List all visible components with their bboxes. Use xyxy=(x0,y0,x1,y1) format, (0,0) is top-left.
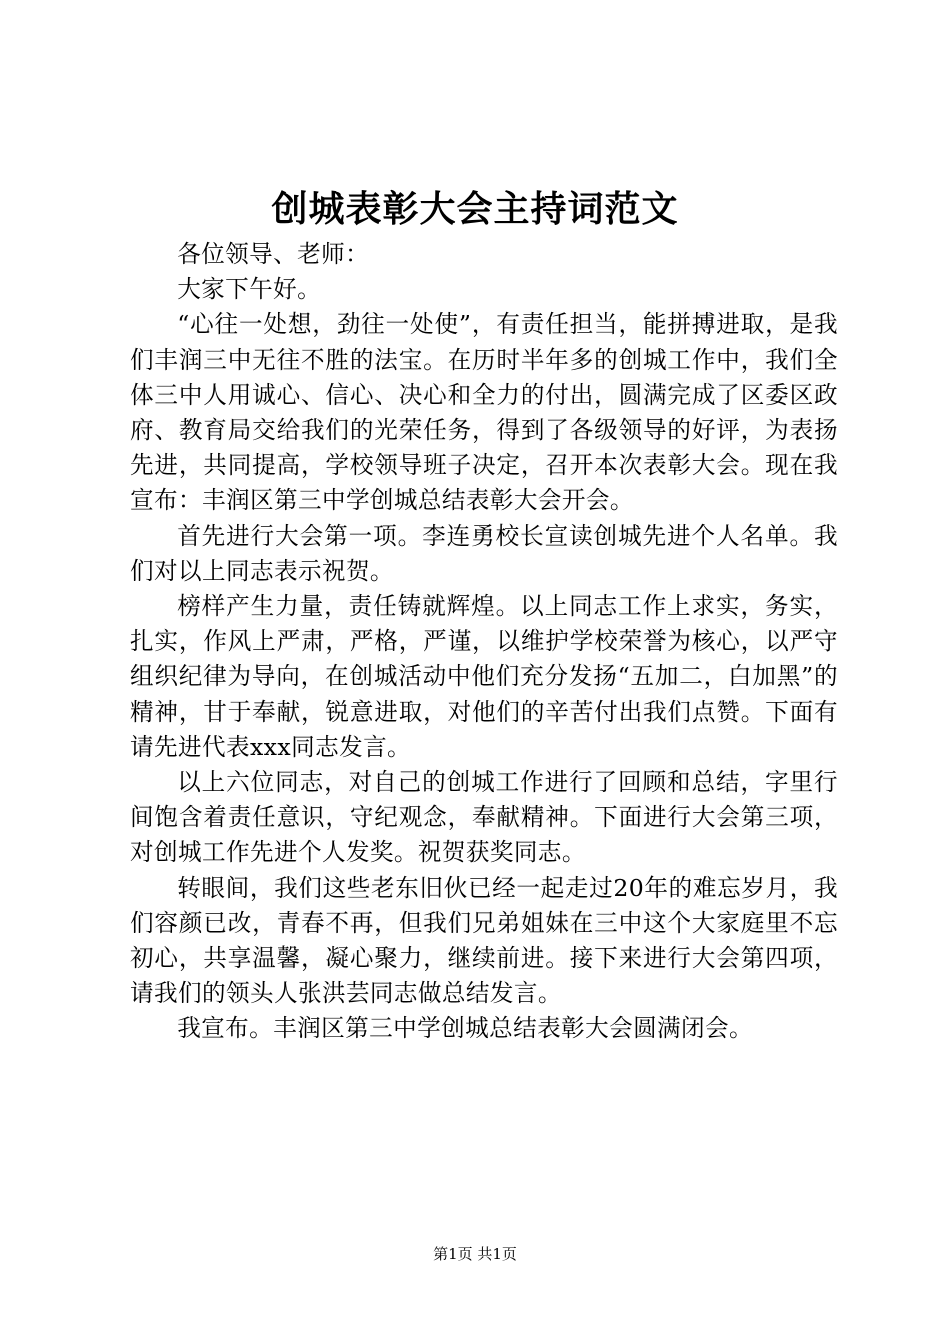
paragraph-salutation: 大家下午好。 xyxy=(177,275,322,304)
page-number-footer: 第1页 共1页 xyxy=(433,1245,517,1263)
paragraph-role-models: 榜样产生力量，责任铸就辉煌。以上同志工作上求实，务实，扎实，作风上严肃，严格，严谨，以维护学校荣誉为核心，以严守组织纪律为导向，在创城活动中他们充分发扬“五加二，白加黑”的精神，甘于奉献，锐意进取，对他们的辛苦付出我们点赞。下面有请先进代表xxx同志发言。 xyxy=(130,592,838,761)
document-body xyxy=(130,237,838,1047)
paragraph-item-three: 以上六位同志，对自己的创城工作进行了回顾和总结，字里行间饱含着责任意识，守纪观念，奉献精神。下面进行大会第三项，对创城工作先进个人发奖。祝贺获奖同志。 xyxy=(130,768,838,867)
paragraph-closing: 我宣布。丰润区第三中学创城总结表彰大会圆满闭会。 xyxy=(177,1014,754,1043)
paragraph-opening: “心往一处想，劲往一处使”，有责任担当，能拼搏进取，是我们丰润三中无往不胜的法宝。在历时半年多的创城工作中，我们全体三中人用诚心、信心、决心和全力的付出，圆满完成了区委区政府、教育局交给我们的光荣任务，得到了各级领导的好评，为表扬先进，共同提高，学校领导班子决定，召开本次表彰大会。现在我宣布：丰润区第三中学创城总结表彰大会开会。 xyxy=(130,310,838,515)
document-title: 创城表彰大会主持词范文 xyxy=(271,188,679,230)
paragraph-item-four: 转眼间，我们这些老东旧伙已经一起走过20年的难忘岁月，我们容颜已改，青春不再，但我们兄弟姐妹在三中这个大家庭里不忘初心，共享温馨，凝心聚力，继续前进。接下来进行大会第四项，请我们的领头人张洪芸同志做总结发言。 xyxy=(130,873,838,1008)
paragraph-greeting: 各位领导、老师： xyxy=(177,240,370,268)
paragraph-item-one: 首先进行大会第一项。李连勇校长宣读创城先进个人名单。我们对以上同志表示祝贺。 xyxy=(130,521,838,585)
